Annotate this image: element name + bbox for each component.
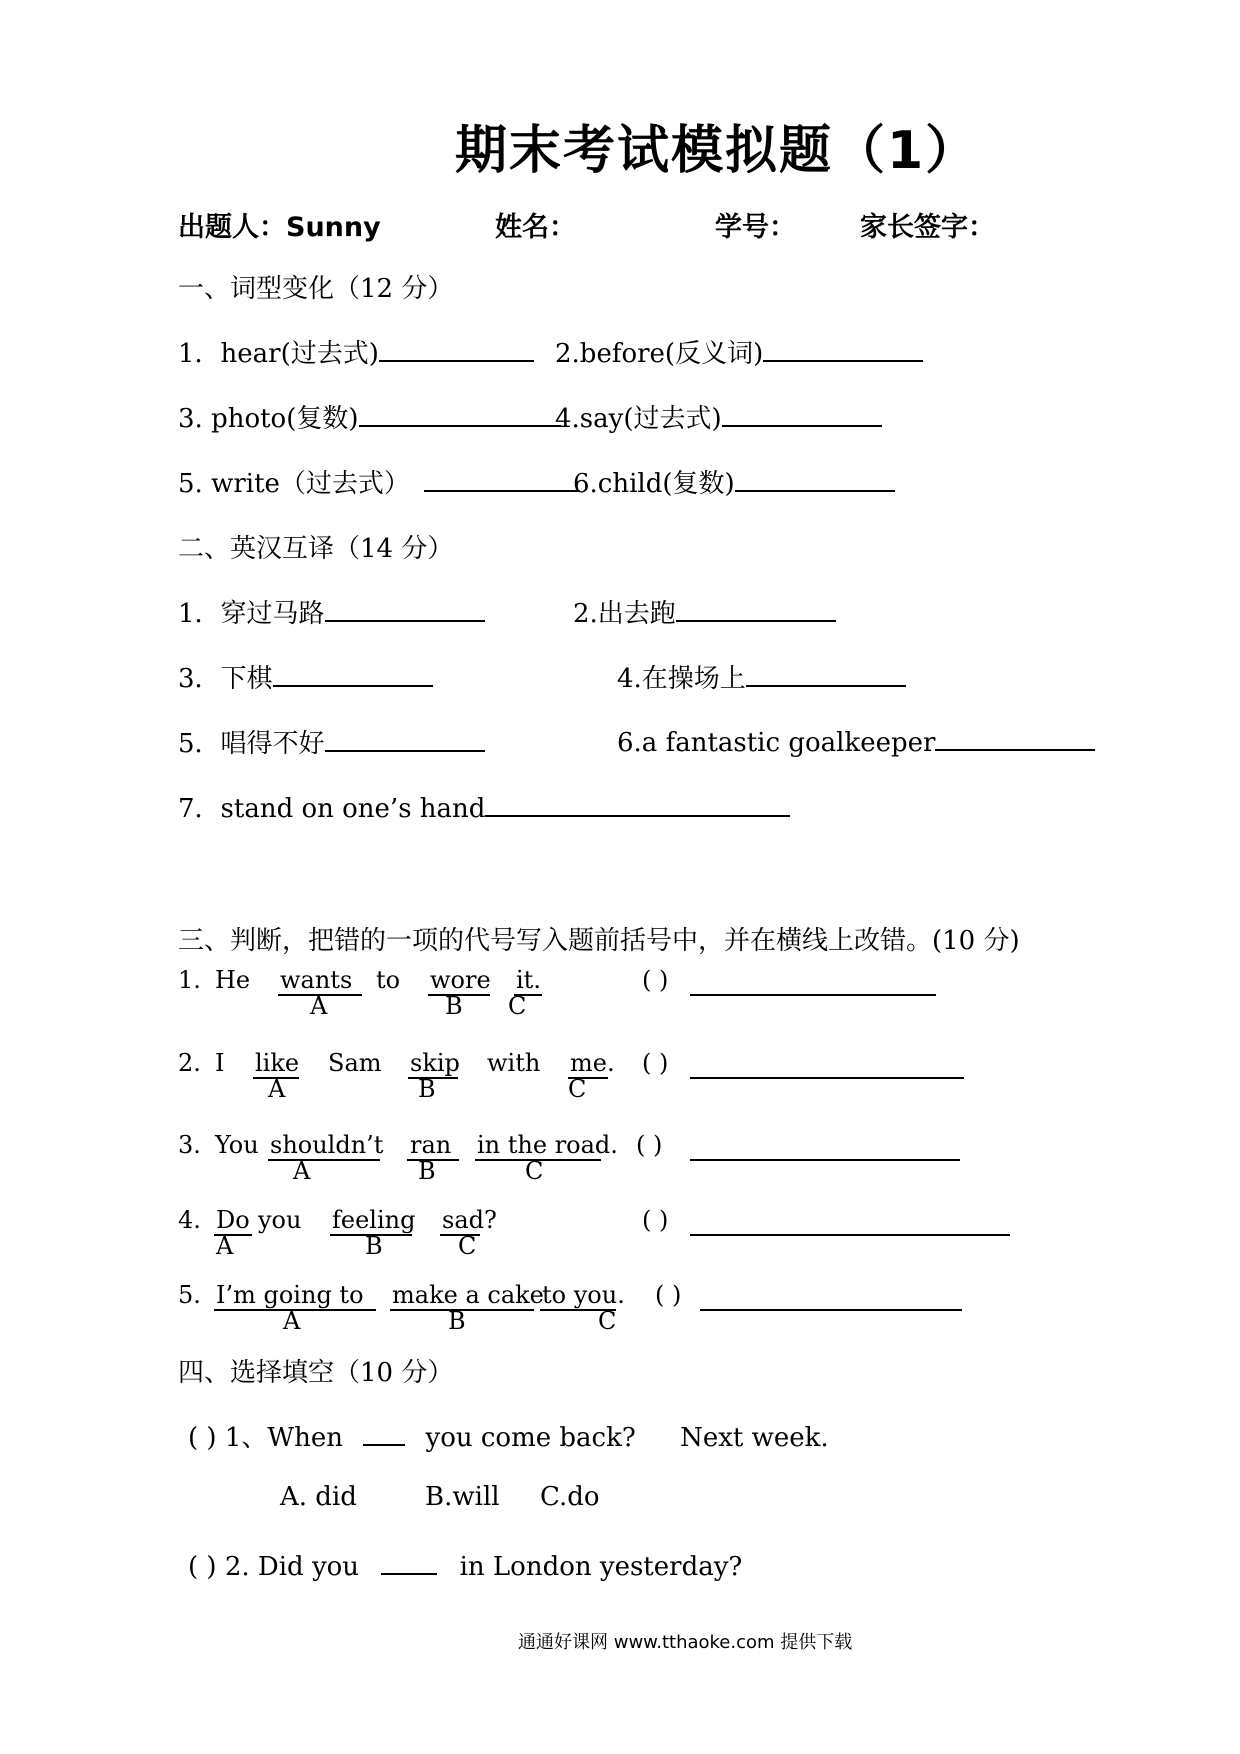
answer-paren[interactable]: ( ): [188, 1423, 217, 1453]
answer-blank[interactable]: [363, 1418, 405, 1446]
answer-blank[interactable]: [325, 594, 485, 622]
word: Sam: [328, 1049, 382, 1077]
option-a-text: Do: [216, 1206, 250, 1234]
section-1-heading: 一、词型变化（12 分）: [178, 274, 454, 304]
answer-blank[interactable]: [763, 334, 923, 362]
option-c-text: it.: [516, 966, 541, 994]
correction-line[interactable]: [690, 994, 936, 996]
s2-item-1: 1．穿过马路: [178, 593, 485, 630]
option-b-text: feeling: [332, 1206, 416, 1234]
s2-item-3: 3．下棋: [178, 658, 433, 695]
s2-item-2: 2.出去跑: [573, 593, 836, 630]
answer-paren[interactable]: ( ): [642, 966, 669, 994]
s1-item-6: 6.child(复数): [573, 463, 895, 500]
option-c[interactable]: C.do: [540, 1482, 600, 1512]
option-a-text: like: [255, 1049, 300, 1077]
option-a-underline: [268, 1159, 380, 1161]
word: I: [215, 1049, 225, 1077]
option-a[interactable]: A. did: [280, 1482, 357, 1512]
s2-item-5: 5．唱得不好: [178, 723, 485, 760]
correction-line[interactable]: [690, 1159, 960, 1161]
option-b[interactable]: B.will: [425, 1482, 500, 1512]
section-2-heading: 二、英汉互译（14 分）: [178, 534, 454, 564]
question-number: 1.: [178, 966, 201, 994]
answer-blank[interactable]: [379, 334, 534, 362]
option-a-text: wants: [280, 966, 353, 994]
word: He: [215, 966, 251, 994]
answer-paren[interactable]: ( ): [188, 1552, 217, 1582]
answer-paren[interactable]: ( ): [655, 1281, 682, 1309]
student-number-label: 学号：: [715, 212, 796, 243]
correction-line[interactable]: [690, 1077, 964, 1079]
question-number: 3.: [178, 1131, 201, 1159]
question-text: in London yesterday?: [459, 1552, 743, 1582]
section-4-heading: 四、选择填空（10 分）: [178, 1358, 454, 1388]
option-c-letter: C: [568, 1075, 587, 1103]
answer-blank[interactable]: [485, 789, 615, 817]
answer-blank[interactable]: [273, 659, 433, 687]
s1-item-4: 4.say(过去式): [555, 398, 882, 435]
footer-text: 通通好课网 www.tthaoke.com 提供下载: [518, 1632, 853, 1653]
answer-blank[interactable]: [381, 1547, 437, 1575]
word: You: [215, 1131, 259, 1159]
answer-blank[interactable]: [424, 464, 580, 492]
question-number: 2.: [178, 1049, 201, 1077]
option-c-text: to you.: [542, 1281, 625, 1309]
option-a-letter: A: [293, 1157, 311, 1185]
question-text: you come back?: [425, 1423, 636, 1453]
option-c-letter: C: [508, 992, 527, 1020]
option-c-letter: C: [598, 1307, 617, 1335]
answer-blank[interactable]: [746, 659, 906, 687]
option-b-text: skip: [410, 1049, 460, 1077]
s2-item-6: 6.a fantastic goalkeeper: [617, 723, 1095, 758]
word: to: [376, 966, 401, 994]
option-c-text: me.: [570, 1049, 615, 1077]
s4-question-2: [188, 1547, 742, 1582]
name-label: 姓名：: [495, 212, 576, 243]
section-3-heading: 三、判断，把错的一项的代号写入题前括号中，并在横线上改错。(10 分): [178, 926, 1020, 956]
question-number: 4.: [178, 1206, 201, 1234]
option-c-text: sad?: [442, 1206, 497, 1234]
option-a-letter: A: [310, 992, 328, 1020]
s1-item-1: 1．hear(过去式): [178, 333, 534, 370]
correction-line[interactable]: [690, 1234, 1010, 1236]
option-b-letter: B: [365, 1232, 383, 1260]
option-c-text: in the road.: [477, 1131, 618, 1159]
answer-blank[interactable]: [676, 594, 836, 622]
parent-signature-label: 家长签字：: [860, 212, 995, 243]
option-b-letter: B: [418, 1157, 436, 1185]
s2-item-7: 7．stand on one’s hand: [178, 788, 790, 825]
s1-item-3: 3. photo(复数): [178, 398, 561, 435]
word: with: [487, 1049, 541, 1077]
s1-item-5: 5. write（过去式）: [178, 463, 580, 500]
page-title: 期末考试模拟题（1）: [455, 121, 980, 181]
answer-blank[interactable]: [722, 399, 882, 427]
answer-blank[interactable]: [615, 789, 790, 817]
answer-blank[interactable]: [325, 724, 485, 752]
answer-paren[interactable]: ( ): [636, 1131, 663, 1159]
option-b-text: ran: [410, 1131, 452, 1159]
author-label: 出题人：Sunny: [178, 212, 381, 243]
option-a-letter: A: [268, 1075, 286, 1103]
question-text: 2. Did you: [224, 1552, 360, 1582]
answer-blank[interactable]: [735, 464, 895, 492]
s2-item-4: 4.在操场上: [617, 658, 906, 695]
option-a-letter: A: [216, 1232, 234, 1260]
option-b-text: wore: [430, 966, 491, 994]
answer-blank[interactable]: [359, 399, 561, 427]
correction-line[interactable]: [700, 1309, 962, 1311]
answer-blank[interactable]: [935, 723, 1095, 751]
option-b-letter: B: [448, 1307, 466, 1335]
s4-question-1: [188, 1417, 829, 1454]
option-c-letter: C: [525, 1157, 544, 1185]
option-a-letter: A: [283, 1307, 301, 1335]
option-b-letter: B: [445, 992, 463, 1020]
word: you: [258, 1206, 302, 1234]
option-b-letter: B: [418, 1075, 436, 1103]
answer-text: Next week.: [680, 1423, 829, 1453]
option-b-text: make a cake: [392, 1281, 544, 1309]
option-a-text: shouldn’t: [270, 1131, 384, 1159]
answer-paren[interactable]: ( ): [642, 1206, 669, 1234]
s1-item-2: 2.before(反义词): [555, 333, 923, 370]
question-number: 5.: [178, 1281, 201, 1309]
question-text: 1、When: [224, 1423, 343, 1453]
option-a-text: I’m going to: [216, 1281, 364, 1309]
option-c-letter: C: [458, 1232, 477, 1260]
answer-paren[interactable]: ( ): [642, 1049, 669, 1077]
